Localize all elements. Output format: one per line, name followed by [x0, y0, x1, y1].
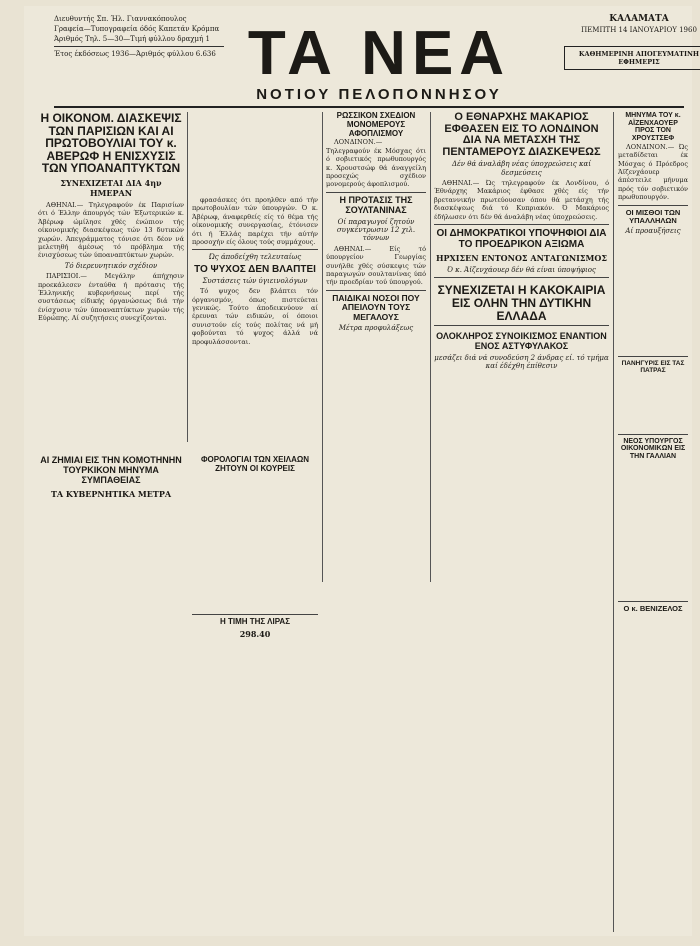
komotini-kicker: ΤΑ ΚΥΒΕΡΝΗΤΙΚΑ ΜΕΤΡΑ: [50, 488, 172, 499]
bottom-left: [38, 456, 184, 906]
newspaper-page: [24, 6, 700, 936]
year-line: Έτος έκδόσεως 1936—Άριθμός φύλλου 6.636: [54, 50, 216, 58]
masthead-info: [54, 14, 224, 59]
col2-kicker: Ώς άποδείχθη τελευταίως: [208, 253, 302, 262]
offices-line: Γραφεία—Τυπογραφεία όδός Καπετάν Κρόμπα: [54, 25, 220, 33]
masthead-rule: [54, 106, 684, 108]
tagline-box: ΚΑΘΗΜΕΡΙΝΗ ΑΠΟΓΕΥΜΑΤΙΝΗ ΕΦΗΜΕΡΙΣ: [564, 46, 700, 70]
lead-kicker: ΣΥΝΕΧΙΖΕΤΑΙ ΔΙΑ 4ην ΗΜΕΡΑΝ: [60, 177, 162, 198]
col6-body: ΛΟΝΔΙΝΟΝ.— Ώς μεταδίδεται έκ Μόσχας ό Πρόεδρος Άϊζενχάουερ άπέστειλε μήνυμα πρός τόν σοβιετικόν πρωθυπουργόν.: [618, 142, 688, 202]
column-1: [38, 112, 184, 442]
col3-headline-3: ΠΑΙΔΙΚΑΙ ΝΟΣΟΙ ΠΟΥ ΑΠΕΙΛΟΥΝ ΤΟΥΣ ΜΕΓΑΛΟΥΣ: [332, 292, 420, 322]
lead-headline: Η ΟΙΚΟΝΟΜ. ΔΙΑΣΚΕΨΙΣ ΤΩΝ ΠΑΡΙΣΙΩΝ ΚΑΙ ΑΙ ΠΡΩΤΟΒΟΥΛΙΑΙ ΤΟΥ κ. ΑΒΕΡΩΦ Η ΕΝΙΣΧΥΣΙΣ ΤΩΝ ΥΠΟΑΝΑΠΤΥΚΤΩΝ: [40, 112, 182, 176]
barbers-headline: ΦΟΡΟΛΟΓΙΑΙ ΤΩΝ ΧΕΙΛΑΩΝ ΖΗΤΟΥΝ ΟΙ ΚΟΥΡΕΙΣ: [200, 456, 310, 473]
column-2: [192, 196, 318, 442]
makarios-body: ΑΘΗΝΑΙ.— Ώς τηλεγραφούν έκ Λονδίνου, ό Έθνάρχης Μακάριος έφθασε χθές είς τήν βρεταννικήν πρωτεύουσαν όπου θά μετάσχη τής διασκέψεως διά τό Κυπριακόν. Ό Μακάριος έδήλωσεν ότι δέν θά άναλάβη νέας ύποχρεώσεις.: [434, 179, 609, 221]
democrats-subhead: ΗΡΧΙΣΕΝ ΕΝΤΟΝΟΣ ΑΝΤΑΓΩΝΙΣΜΟΣ: [435, 253, 608, 264]
col6-headline-5: Ο κ. ΒΕΝΙΖΕΛΟΣ: [623, 603, 683, 613]
col6-subhead-2: Αί προαυξήσεις: [625, 227, 681, 236]
column-4-5: [434, 112, 609, 672]
col3-body-2: ΑΘΗΝΑΙ.— Είς τό ύπουργείον Γεωργίας συνήλθε χθές σύσκεψις τών παραγωγών σουλτανίνας ύπό τήν προεδρίαν τού ύπουργού.: [326, 244, 426, 287]
pound-headline: Η ΤΙΜΗ ΤΗΣ ΛΙΡΑΣ: [219, 616, 291, 626]
col6-headline: ΜΗΝΥΜΑ ΤΟΥ κ. ΑΪΖΕΝΧΑΟΥΕΡ ΠΡΟΣ ΤΟΝ ΧΡΟΥΣΤΣΕΦ: [625, 112, 681, 143]
col3-top-headline: ΡΩΣΣΙΚΟΝ ΣΧΕΔΙΟΝ ΜΟΝΟΜΕΡΟΥΣ ΑΦΟΠΛΙΣΜΟΥ: [336, 112, 416, 138]
newspaper-subtitle: ΝΟΤΙΟΥ ΠΕΛΟΠΟΝΝΗΣΟΥ: [256, 86, 502, 103]
column-3: [326, 112, 426, 582]
col6-headline-2: ΟΙ ΜΙΣΘΟΙ ΤΩΝ ΥΠΑΛΛΗΛΩΝ: [625, 207, 681, 225]
komotini-headline: ΑΙ ΖΗΜΙΑΙ ΕΙΣ ΤΗΝ ΚΟΜΟΤΗΝΗΝ ΤΟΥΡΚΙΚΟΝ ΜΗΝΥΜΑ ΣΥΜΠΑΘΕΙΑΣ: [40, 456, 182, 485]
col6-headline-4: ΝΕΟΣ ΥΠΟΥΡΓΟΣ ΟΙΚΟΝΟΜΙΚΩΝ ΕΙΣ ΤΗΝ ΓΑΛΛΙΑΝ: [620, 437, 686, 461]
settlement-headline: ΟΛΟΚΛΗΡΟΣ ΣΥΝΟΙΚΙΣΜΟΣ ΕΝΑΝΤΙΟΝ ΕΝΟΣ ΑΣΤΥΦΥΛΑΚΟΣ: [436, 331, 607, 352]
democrats-kicker: Ό κ. Άϊζενχάουερ δέν θά είναι ύποψήφιος: [447, 266, 596, 275]
democrats-headline: ΟΙ ΔΗΜΟΚΡΑΤΙΚΟΙ ΥΠΟΨΗΦΙΟΙ ΔΙΑ ΤΟ ΠΡΟΕΔΡΙΚΟΝ ΑΞΙΩΜΑ: [436, 228, 607, 251]
city: ΚΑΛΑΜΑΤΑ: [609, 14, 669, 24]
col2-body-2: Τό ψυχος δεν βλάπτει τόν όργανισμόν, όπως πιστεύεται γενικώς. Τούτο άποδεικνύουν αί έρευναι τών ειδικών, οί όποιοι συνιστούν είς τούς πολίτας νά μή φοβούνται τό ψυχος άλλά νά προφυλάσσονται.: [192, 287, 318, 346]
makarios-subhead: Δέν θά άναλάβη νέας ύποχρεώσεις καί δεσμεύσεις: [451, 160, 592, 177]
bottom-middle: [192, 456, 318, 906]
col2-headline: ΤΟ ΨΥΧΟΣ ΔΕΝ ΒΛΑΠΤΕΙ: [194, 263, 316, 275]
issue-date: ΠΕΜΠΤΗ 14 ΙΑΝΟΥΑΡΙΟΥ 1960: [581, 26, 697, 34]
col2-body: φρασάσκες ότι προηλθεν από τήν πρωτοβουλίαν τών ύπουργών. Ό κ. Άβέρωφ, άναφερθείς είς τό θέμα τής οίκονομικής συνεργασίας, έτόνισεν ότι ή Έλλάς παρέχει τήν αύτήν προσοχήν είς όλους τούς συμμάχους.: [192, 196, 318, 247]
lead-body-2: ΠΑΡΙΣΙΟΙ.— Μεγάλην άπήχησιν προεκάλεσεν ένταύθα ή πρότασις τής Έλληνικής κυβερνήσεως περί τής συστάσεως είδικής όργανώσεως διά τήν ένίσχυσιν τών ύποαναπτύκτων χωρών τής Εύρώπης. Αί συζητήσεις συνεχίζονται.: [38, 272, 184, 323]
col3-subhead-2: Οί παραγωγοί ζητούν συγκέντρωσιν 12 χιλ. τόννων: [336, 217, 416, 243]
col2-subhead: Συστάσεις τών ύγιεινολόγων: [202, 276, 308, 285]
col3-body: ΛΟΝΔΙΝΟΝ.— Τηλεγραφούν έκ Μόσχας ότι ό σοβιετικός πρωθυπουργός κ. Χρουστσώφ θά άναγγείλη προσεχώς σχέδιον μονομερούς άφοπλισμού.: [326, 138, 426, 189]
phone-line: Άριθμός Τηλ. 5—30—Τιμή φύλλου δραχμή 1: [54, 35, 210, 43]
col3-headline-2: Η ΠΡΟΤΑΣΙΣ ΤΗΣ ΣΟΥΛΤΑΝΙΝΑΣ: [339, 194, 413, 215]
weather-headline: ΣΥΝΕΧΙΖΕΤΑΙ Η ΚΑΚΟΚΑΙΡΙΑ ΕΙΣ ΟΛΗΝ ΤΗΝ ΔΥΤΙΚΗΝ ΕΛΛΑΔΑ: [437, 283, 606, 323]
col6-headline-3: ΠΑΝΗΓΥΡΙΣ ΕΙΣ ΤΑΣ ΠΑΤΡΑΣ: [621, 359, 685, 374]
lead-body: ΑΘΗΝΑΙ.— Τηλεγραφούν έκ Παρισίων ότι ό Έλλην άπουργός τών Έξωτερικών κ. Άβέρωφ ώμίλησε χθές ένώπιον τής οίκονομικής διασκέψεως τών 13 δυτικών χωρών. Άπεγράμματος τόνισε ότι δέον νά μελετηθή άμέσως τό πρόβλημα τής ένισχύσεως τών ύποαναπτύκτων χωρών.: [38, 200, 184, 260]
newspaper-title: ΤΑ ΝΕΑ: [247, 19, 511, 88]
col3-subhead-3: Μέτρα προφυλάξεως: [338, 323, 414, 332]
masthead-date-block: [564, 14, 700, 70]
settlement-subhead: μεσάζει διά νά συνοδεύση 2 άνδρας εί. τό τμήμα καί έδέχθη έπίθεσιν: [434, 354, 609, 371]
publisher-line: Διευθυντής Σπ. Ήλ. Γιαννακόπουλος: [54, 15, 187, 23]
column-6: [618, 112, 688, 932]
lead-kicker-2: Τό διερευνητικόν σχέδιον: [64, 261, 158, 270]
makarios-headline: Ο ΕΘΝΑΡΧΗΣ ΜΑΚΑΡΙΟΣ ΕΦΘΑΣΕΝ ΕΙΣ ΤΟ ΛΟΝΔΙΝΟΝ ΔΙΑ ΝΑ ΜΕΤΑΣΧΗ ΤΗΣ ΠΕΝΤΑΜΕΡΟΥΣ ΔΙΑΣΚΕΨΕΩΣ: [442, 112, 601, 158]
pound-price: 298.40: [239, 629, 271, 640]
